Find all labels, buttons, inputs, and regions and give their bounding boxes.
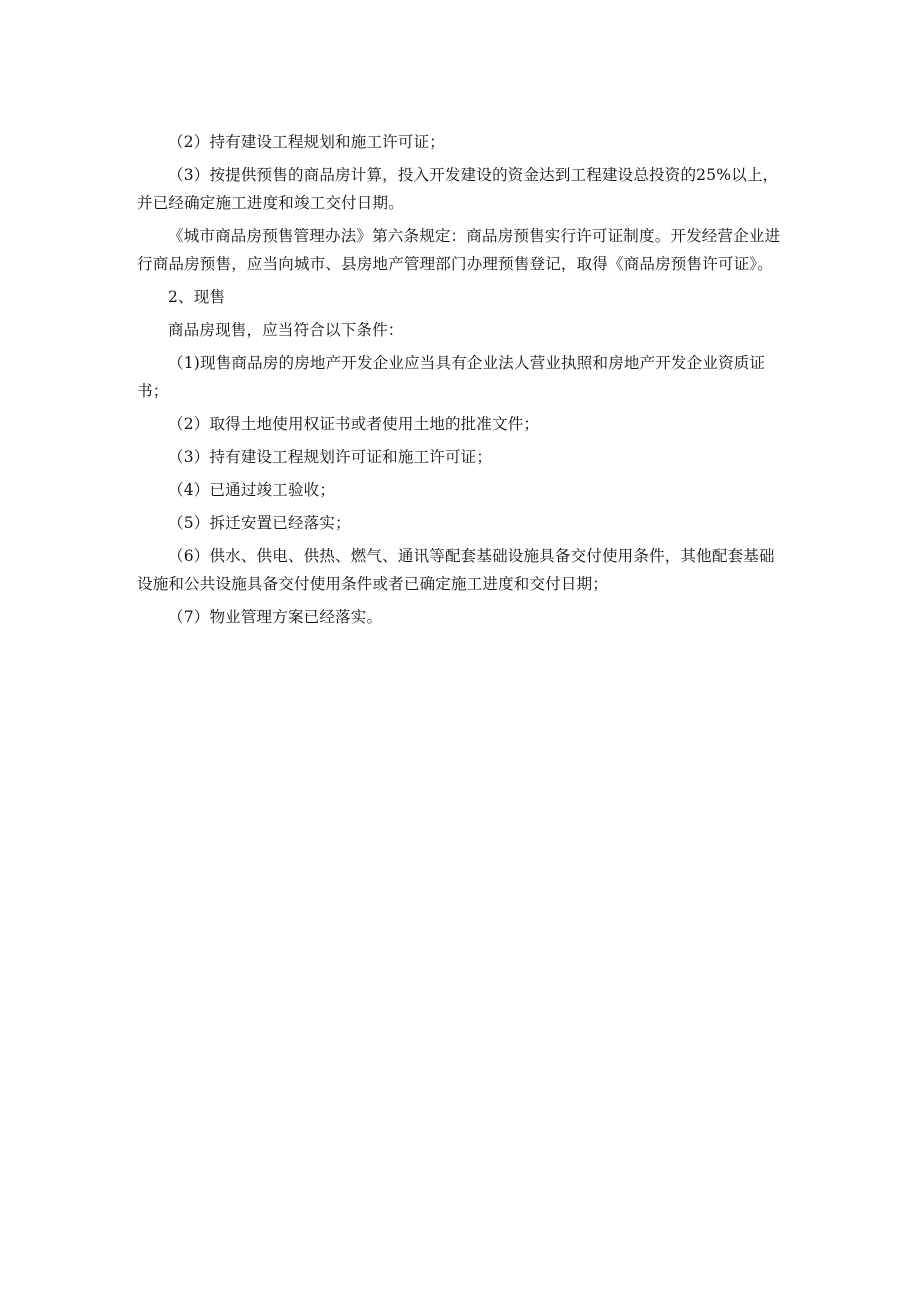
paragraph-current-sale-condition-1: （1)现售商品房的房地产开发企业应当具有企业法人营业执照和房地产开发企业资质证书； [137,354,766,400]
paragraph-current-sale-condition-3: （3）持有建设工程规划许可证和施工许可证； [168,448,493,466]
paragraph-current-sale-intro: 商品房现售，应当符合以下条件： [168,321,404,339]
paragraph-current-sale-condition-2: （2）取得土地使用权证书或者使用土地的批准文件； [168,415,540,433]
paragraph-current-sale-condition-7: （7）物业管理方案已经落实。 [168,608,383,626]
paragraph-current-sale-condition-4: （4）已通过竣工验收； [168,481,336,499]
paragraph-presale-regulation: 《城市商品房预售管理办法》第六条规定：商品房预售实行许可证制度。开发经营企业进行商品房预售，应当向城市、县房地产管理部门办理预售登记，取得《商品房预售许可证》。 [137,227,781,273]
document-body [137,128,785,636]
paragraph-presale-condition-3: （3）按提供预售的商品房计算，投入开发建设的资金达到工程建设总投资的25%以上，并已经确定施工进度和竣工交付日期。 [137,166,779,212]
paragraph-current-sale-condition-5: （5）拆迁安置已经落实； [168,514,351,532]
paragraph-presale-condition-2: （2）持有建设工程规划和施工许可证； [168,133,445,151]
paragraph-current-sale-condition-6: （6）供水、供电、供热、燃气、通讯等配套基础设施具备交付使用条件，其他配套基础设施和公共设施具备交付使用条件或者已确定施工进度和交付日期； [137,547,775,593]
section-heading-current-sale: 2、现售 [168,288,226,306]
